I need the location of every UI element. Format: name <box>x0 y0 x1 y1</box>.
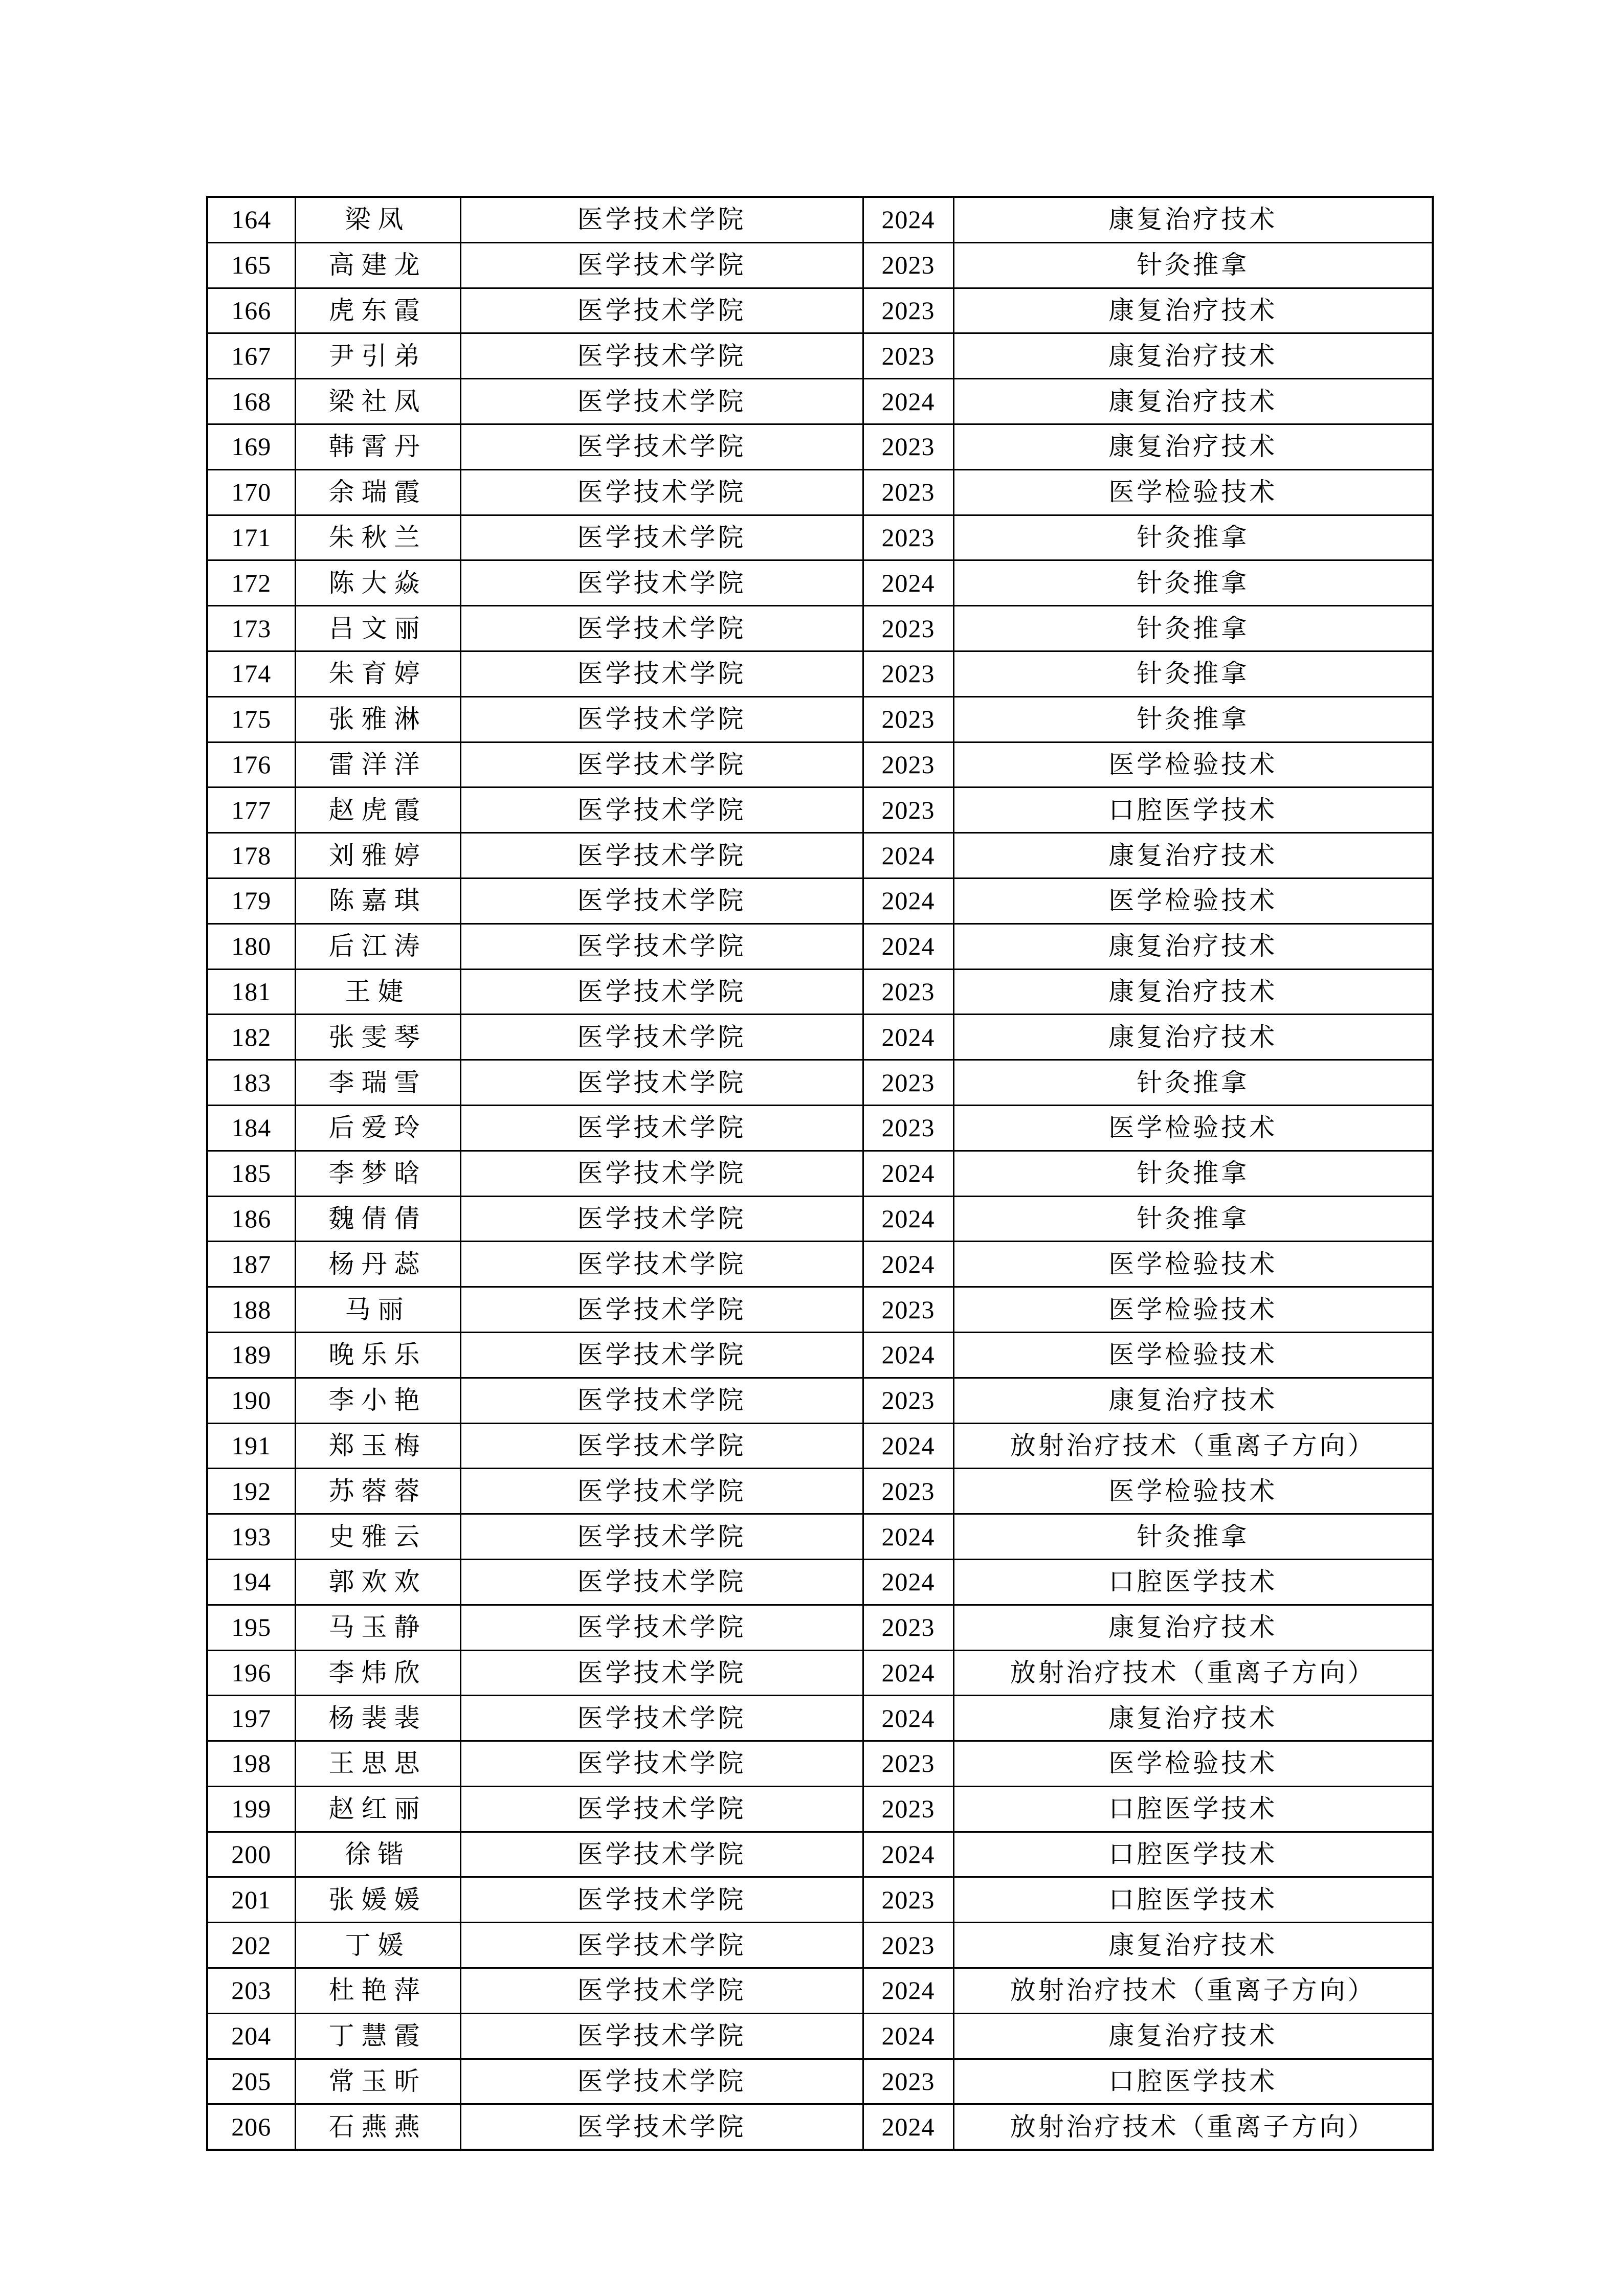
college-cell: 医学技术学院 <box>460 197 863 242</box>
major-cell: 医学检验技术 <box>953 1242 1433 1287</box>
row-number-cell: 180 <box>207 924 295 969</box>
table-row <box>207 606 1433 651</box>
student-name-cell: 张雅淋 <box>295 696 460 742</box>
student-name-cell: 尹引弟 <box>295 333 460 379</box>
grade-year-cell: 2023 <box>863 515 953 560</box>
grade-year-cell: 2023 <box>863 1060 953 1106</box>
student-name-cell: 高建龙 <box>295 242 460 288</box>
grade-year-cell: 2023 <box>863 1469 953 1514</box>
row-number-cell: 171 <box>207 515 295 560</box>
grade-year-cell: 2024 <box>863 1968 953 2014</box>
college-cell: 医学技术学院 <box>460 2104 863 2150</box>
grade-year-cell: 2023 <box>863 288 953 333</box>
major-cell: 放射治疗技术（重离子方向） <box>953 2104 1433 2150</box>
student-name-cell: 陈大焱 <box>295 560 460 606</box>
row-number-cell: 202 <box>207 1923 295 1968</box>
grade-year-cell: 2024 <box>863 2104 953 2150</box>
major-cell: 口腔医学技术 <box>953 2059 1433 2104</box>
grade-year-cell: 2023 <box>863 787 953 833</box>
student-name-cell: 李小艳 <box>295 1378 460 1423</box>
row-number-cell: 164 <box>207 197 295 242</box>
major-cell: 康复治疗技术 <box>953 424 1433 469</box>
college-cell: 医学技术学院 <box>460 1423 863 1469</box>
grade-year-cell: 2023 <box>863 742 953 787</box>
row-number-cell: 179 <box>207 878 295 924</box>
student-name-cell: 王婕 <box>295 969 460 1015</box>
major-cell: 医学检验技术 <box>953 1287 1433 1333</box>
table-row <box>207 242 1433 288</box>
college-cell: 医学技术学院 <box>460 878 863 924</box>
student-name-cell: 杜艳萍 <box>295 1968 460 2014</box>
student-name-cell: 杨裴裴 <box>295 1696 460 1741</box>
student-name-cell: 王思思 <box>295 1741 460 1787</box>
row-number-cell: 204 <box>207 2013 295 2059</box>
grade-year-cell: 2023 <box>863 1877 953 1923</box>
student-name-cell: 梁社凤 <box>295 379 460 424</box>
major-cell: 针灸推拿 <box>953 696 1433 742</box>
college-cell: 医学技术学院 <box>460 515 863 560</box>
college-cell: 医学技术学院 <box>460 2059 863 2104</box>
student-name-cell: 史雅云 <box>295 1514 460 1560</box>
college-cell: 医学技术学院 <box>460 1242 863 1287</box>
row-number-cell: 165 <box>207 242 295 288</box>
grade-year-cell: 2023 <box>863 1378 953 1423</box>
grade-year-cell: 2024 <box>863 1151 953 1196</box>
grade-year-cell: 2024 <box>863 924 953 969</box>
major-cell: 放射治疗技术（重离子方向） <box>953 1423 1433 1469</box>
college-cell: 医学技术学院 <box>460 1287 863 1333</box>
table-row <box>207 1378 1433 1423</box>
grade-year-cell: 2023 <box>863 2059 953 2104</box>
college-cell: 医学技术学院 <box>460 1696 863 1741</box>
table-row <box>207 1015 1433 1060</box>
student-name-cell: 梁凤 <box>295 197 460 242</box>
major-cell: 医学检验技术 <box>953 1332 1433 1378</box>
college-cell: 医学技术学院 <box>460 1832 863 1877</box>
college-cell: 医学技术学院 <box>460 1060 863 1106</box>
college-cell: 医学技术学院 <box>460 1151 863 1196</box>
row-number-cell: 194 <box>207 1559 295 1605</box>
major-cell: 口腔医学技术 <box>953 1877 1433 1923</box>
grade-year-cell: 2024 <box>863 560 953 606</box>
grade-year-cell: 2024 <box>863 1559 953 1605</box>
college-cell: 医学技术学院 <box>460 1105 863 1151</box>
table-row <box>207 1105 1433 1151</box>
college-cell: 医学技术学院 <box>460 696 863 742</box>
student-name-cell: 雷洋洋 <box>295 742 460 787</box>
college-cell: 医学技术学院 <box>460 1559 863 1605</box>
student-name-cell: 陈嘉琪 <box>295 878 460 924</box>
grade-year-cell: 2024 <box>863 878 953 924</box>
row-number-cell: 201 <box>207 1877 295 1923</box>
major-cell: 医学检验技术 <box>953 469 1433 515</box>
college-cell: 医学技术学院 <box>460 1378 863 1423</box>
row-number-cell: 206 <box>207 2104 295 2150</box>
grade-year-cell: 2023 <box>863 651 953 696</box>
table-row <box>207 1741 1433 1787</box>
major-cell: 针灸推拿 <box>953 1514 1433 1560</box>
table-row <box>207 2013 1433 2059</box>
grade-year-cell: 2024 <box>863 1423 953 1469</box>
row-number-cell: 200 <box>207 1832 295 1877</box>
table-row <box>207 424 1433 469</box>
student-name-cell: 朱秋兰 <box>295 515 460 560</box>
student-name-cell: 后江涛 <box>295 924 460 969</box>
major-cell: 口腔医学技术 <box>953 1559 1433 1605</box>
college-cell: 医学技术学院 <box>460 1514 863 1560</box>
table-row <box>207 1423 1433 1469</box>
major-cell: 口腔医学技术 <box>953 1832 1433 1877</box>
grade-year-cell: 2023 <box>863 1605 953 1650</box>
row-number-cell: 181 <box>207 969 295 1015</box>
grade-year-cell: 2024 <box>863 1196 953 1242</box>
major-cell: 康复治疗技术 <box>953 1696 1433 1741</box>
student-name-cell: 李炜欣 <box>295 1650 460 1696</box>
major-cell: 康复治疗技术 <box>953 379 1433 424</box>
grade-year-cell: 2024 <box>863 1332 953 1378</box>
student-name-cell: 马丽 <box>295 1287 460 1333</box>
row-number-cell: 176 <box>207 742 295 787</box>
row-number-cell: 178 <box>207 833 295 879</box>
student-name-cell: 韩霄丹 <box>295 424 460 469</box>
grade-year-cell: 2024 <box>863 197 953 242</box>
grade-year-cell: 2023 <box>863 696 953 742</box>
row-number-cell: 169 <box>207 424 295 469</box>
college-cell: 医学技术学院 <box>460 1015 863 1060</box>
row-number-cell: 174 <box>207 651 295 696</box>
table-row <box>207 1287 1433 1333</box>
row-number-cell: 175 <box>207 696 295 742</box>
college-cell: 医学技术学院 <box>460 1196 863 1242</box>
major-cell: 针灸推拿 <box>953 1196 1433 1242</box>
table-row <box>207 1559 1433 1605</box>
grade-year-cell: 2023 <box>863 1741 953 1787</box>
table-row <box>207 2059 1433 2104</box>
row-number-cell: 195 <box>207 1605 295 1650</box>
row-number-cell: 203 <box>207 1968 295 2014</box>
grade-year-cell: 2023 <box>863 606 953 651</box>
grade-year-cell: 2023 <box>863 1923 953 1968</box>
grade-year-cell: 2023 <box>863 969 953 1015</box>
table-row <box>207 1923 1433 1968</box>
college-cell: 医学技术学院 <box>460 787 863 833</box>
student-roster-table <box>206 196 1434 2151</box>
row-number-cell: 168 <box>207 379 295 424</box>
table-row <box>207 288 1433 333</box>
student-table-body <box>207 197 1433 2150</box>
row-number-cell: 191 <box>207 1423 295 1469</box>
college-cell: 医学技术学院 <box>460 651 863 696</box>
major-cell: 康复治疗技术 <box>953 288 1433 333</box>
college-cell: 医学技术学院 <box>460 1786 863 1832</box>
table-row <box>207 696 1433 742</box>
grade-year-cell: 2024 <box>863 1514 953 1560</box>
table-row <box>207 469 1433 515</box>
row-number-cell: 166 <box>207 288 295 333</box>
student-name-cell: 余瑞霞 <box>295 469 460 515</box>
student-name-cell: 张雯琴 <box>295 1015 460 1060</box>
grade-year-cell: 2024 <box>863 833 953 879</box>
college-cell: 医学技术学院 <box>460 560 863 606</box>
student-name-cell: 郑玉梅 <box>295 1423 460 1469</box>
major-cell: 口腔医学技术 <box>953 1786 1433 1832</box>
major-cell: 康复治疗技术 <box>953 2013 1433 2059</box>
row-number-cell: 196 <box>207 1650 295 1696</box>
table-row <box>207 1196 1433 1242</box>
college-cell: 医学技术学院 <box>460 742 863 787</box>
student-name-cell: 徐锴 <box>295 1832 460 1877</box>
college-cell: 医学技术学院 <box>460 969 863 1015</box>
table-row <box>207 1696 1433 1741</box>
major-cell: 针灸推拿 <box>953 1060 1433 1106</box>
table-row <box>207 1242 1433 1287</box>
student-name-cell: 马玉静 <box>295 1605 460 1650</box>
major-cell: 医学检验技术 <box>953 1469 1433 1514</box>
table-row <box>207 787 1433 833</box>
grade-year-cell: 2023 <box>863 242 953 288</box>
row-number-cell: 167 <box>207 333 295 379</box>
student-name-cell: 郭欢欢 <box>295 1559 460 1605</box>
table-row <box>207 1514 1433 1560</box>
row-number-cell: 187 <box>207 1242 295 1287</box>
student-name-cell: 魏倩倩 <box>295 1196 460 1242</box>
row-number-cell: 198 <box>207 1741 295 1787</box>
college-cell: 医学技术学院 <box>460 1923 863 1968</box>
row-number-cell: 189 <box>207 1332 295 1378</box>
table-row <box>207 878 1433 924</box>
major-cell: 医学检验技术 <box>953 1105 1433 1151</box>
row-number-cell: 177 <box>207 787 295 833</box>
table-row <box>207 833 1433 879</box>
major-cell: 康复治疗技术 <box>953 1605 1433 1650</box>
row-number-cell: 182 <box>207 1015 295 1060</box>
student-name-cell: 朱育婷 <box>295 651 460 696</box>
table-row <box>207 1151 1433 1196</box>
student-name-cell: 李瑞雪 <box>295 1060 460 1106</box>
table-row <box>207 379 1433 424</box>
student-name-cell: 杨丹蕊 <box>295 1242 460 1287</box>
table-row <box>207 197 1433 242</box>
college-cell: 医学技术学院 <box>460 288 863 333</box>
row-number-cell: 192 <box>207 1469 295 1514</box>
major-cell: 针灸推拿 <box>953 651 1433 696</box>
row-number-cell: 185 <box>207 1151 295 1196</box>
table-row <box>207 924 1433 969</box>
student-name-cell: 苏蓉蓉 <box>295 1469 460 1514</box>
grade-year-cell: 2024 <box>863 1242 953 1287</box>
major-cell: 医学检验技术 <box>953 878 1433 924</box>
row-number-cell: 186 <box>207 1196 295 1242</box>
table-row <box>207 651 1433 696</box>
college-cell: 医学技术学院 <box>460 1605 863 1650</box>
grade-year-cell: 2024 <box>863 1832 953 1877</box>
row-number-cell: 205 <box>207 2059 295 2104</box>
grade-year-cell: 2024 <box>863 379 953 424</box>
grade-year-cell: 2024 <box>863 1015 953 1060</box>
student-name-cell: 刘雅婷 <box>295 833 460 879</box>
grade-year-cell: 2023 <box>863 424 953 469</box>
grade-year-cell: 2024 <box>863 1696 953 1741</box>
student-name-cell: 晚乐乐 <box>295 1332 460 1378</box>
major-cell: 针灸推拿 <box>953 242 1433 288</box>
major-cell: 医学检验技术 <box>953 742 1433 787</box>
table-row <box>207 2104 1433 2150</box>
table-row <box>207 1605 1433 1650</box>
table-row <box>207 515 1433 560</box>
row-number-cell: 193 <box>207 1514 295 1560</box>
student-name-cell: 吕文丽 <box>295 606 460 651</box>
college-cell: 医学技术学院 <box>460 424 863 469</box>
row-number-cell: 199 <box>207 1786 295 1832</box>
college-cell: 医学技术学院 <box>460 1968 863 2014</box>
table-row <box>207 333 1433 379</box>
major-cell: 康复治疗技术 <box>953 1378 1433 1423</box>
college-cell: 医学技术学院 <box>460 1469 863 1514</box>
row-number-cell: 173 <box>207 606 295 651</box>
college-cell: 医学技术学院 <box>460 1741 863 1787</box>
major-cell: 放射治疗技术（重离子方向） <box>953 1650 1433 1696</box>
row-number-cell: 170 <box>207 469 295 515</box>
student-name-cell: 后爱玲 <box>295 1105 460 1151</box>
major-cell: 康复治疗技术 <box>953 924 1433 969</box>
major-cell: 放射治疗技术（重离子方向） <box>953 1968 1433 2014</box>
major-cell: 康复治疗技术 <box>953 1923 1433 1968</box>
college-cell: 医学技术学院 <box>460 2013 863 2059</box>
row-number-cell: 190 <box>207 1378 295 1423</box>
table-row <box>207 1650 1433 1696</box>
row-number-cell: 172 <box>207 560 295 606</box>
major-cell: 康复治疗技术 <box>953 1015 1433 1060</box>
table-row <box>207 1786 1433 1832</box>
major-cell: 康复治疗技术 <box>953 333 1433 379</box>
grade-year-cell: 2023 <box>863 1287 953 1333</box>
row-number-cell: 183 <box>207 1060 295 1106</box>
student-name-cell: 赵红丽 <box>295 1786 460 1832</box>
grade-year-cell: 2023 <box>863 1105 953 1151</box>
table-row <box>207 1469 1433 1514</box>
college-cell: 医学技术学院 <box>460 242 863 288</box>
college-cell: 医学技术学院 <box>460 1332 863 1378</box>
major-cell: 康复治疗技术 <box>953 969 1433 1015</box>
major-cell: 针灸推拿 <box>953 1151 1433 1196</box>
table-row <box>207 1877 1433 1923</box>
major-cell: 康复治疗技术 <box>953 197 1433 242</box>
college-cell: 医学技术学院 <box>460 924 863 969</box>
college-cell: 医学技术学院 <box>460 833 863 879</box>
major-cell: 针灸推拿 <box>953 560 1433 606</box>
college-cell: 医学技术学院 <box>460 606 863 651</box>
row-number-cell: 184 <box>207 1105 295 1151</box>
student-name-cell: 李梦晗 <box>295 1151 460 1196</box>
college-cell: 医学技术学院 <box>460 1877 863 1923</box>
row-number-cell: 188 <box>207 1287 295 1333</box>
major-cell: 针灸推拿 <box>953 606 1433 651</box>
student-name-cell: 张媛媛 <box>295 1877 460 1923</box>
student-name-cell: 丁媛 <box>295 1923 460 1968</box>
table-row <box>207 1968 1433 2014</box>
table-row <box>207 1832 1433 1877</box>
college-cell: 医学技术学院 <box>460 333 863 379</box>
major-cell: 针灸推拿 <box>953 515 1433 560</box>
grade-year-cell: 2024 <box>863 2013 953 2059</box>
student-name-cell: 丁慧霞 <box>295 2013 460 2059</box>
table-row <box>207 969 1433 1015</box>
student-name-cell: 常玉昕 <box>295 2059 460 2104</box>
college-cell: 医学技术学院 <box>460 379 863 424</box>
grade-year-cell: 2023 <box>863 469 953 515</box>
grade-year-cell: 2023 <box>863 1786 953 1832</box>
table-row <box>207 1060 1433 1106</box>
major-cell: 口腔医学技术 <box>953 787 1433 833</box>
college-cell: 医学技术学院 <box>460 469 863 515</box>
student-name-cell: 赵虎霞 <box>295 787 460 833</box>
student-name-cell: 石燕燕 <box>295 2104 460 2150</box>
grade-year-cell: 2024 <box>863 1650 953 1696</box>
row-number-cell: 197 <box>207 1696 295 1741</box>
major-cell: 康复治疗技术 <box>953 833 1433 879</box>
student-name-cell: 虎东霞 <box>295 288 460 333</box>
table-row <box>207 742 1433 787</box>
major-cell: 医学检验技术 <box>953 1741 1433 1787</box>
table-row <box>207 560 1433 606</box>
table-row <box>207 1332 1433 1378</box>
college-cell: 医学技术学院 <box>460 1650 863 1696</box>
grade-year-cell: 2023 <box>863 333 953 379</box>
